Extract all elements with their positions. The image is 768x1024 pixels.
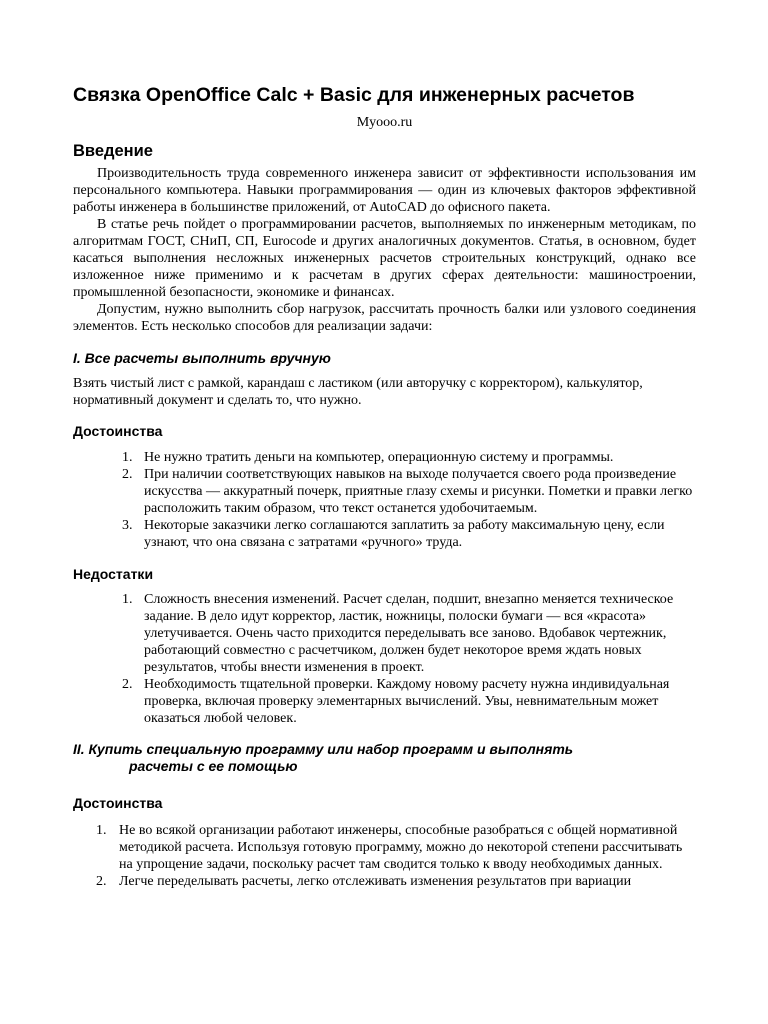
list-item-text: Некоторые заказчики легко соглашаются заплатить за работу максимальную цену, если узнают, что она связана с затратами «ручного» труда. (144, 518, 665, 550)
list-item-number: 2. (122, 677, 133, 692)
list-item-text: Легче переделывать расчеты, легко отслеживать изменения результатов при вариации (119, 874, 632, 889)
list-item (73, 676, 696, 727)
intro-paragraph-1: Производительность труда современного инженера зависит от эффективности использования им персонального компьютера. Навыки программирования — один из ключевых факторов эффективной работы инженера в большинстве приложений, от AutoCAD до офисного пакета. (73, 166, 696, 215)
list-item-number: 1. (122, 592, 133, 607)
intro-paragraph-3: Допустим, нужно выполнить сбор нагрузок, рассчитать прочность балки или узлового соединения элементов. Есть несколько способов для реализации задачи: (73, 302, 696, 334)
list-item (73, 822, 696, 873)
section2-pros-heading: Достоинства (73, 795, 163, 811)
intro-paragraph-2: В статье речь пойдет о программировании расчетов, выполняемых по инженерным методикам, по алгоритмам ГОСТ, СНиП, СП, Eurocode и других аналогичных документов. Статья, в основном, будет касаться выполнения несложных инженерных расчетов строительных конструкций, однако все изложенное ниже применимо и к расчетам в других сферах деятельности: машиностроении, промышленной безопасности, экономике и финансах. (73, 217, 696, 300)
list-item-text: Сложность внесения изменений. Расчет сделан, подшит, внезапно меняется техническое задание. В дело идут корректор, ластик, ножницы, полоски бумаги — вся «красота» улетучивается. Очень часто приходится переделывать все заново. Вдобавок чертежник, работающий совместно с расчетчиком, должен будет некоторое время ждать новых результатов, чтобы внести изменения в проект. (144, 592, 674, 675)
document-title: Связка OpenOffice Calc + Basic для инженерных расчетов (73, 84, 635, 106)
list-item-text: При наличии соответствующих навыков на выходе получается своего рода произведение искусства — аккуратный почерк, приятные глазу схемы и рисунки. Пометки и правки легко расположить таким образом, что текст останется удобочитаемым. (144, 467, 693, 516)
list-item-number: 3. (122, 518, 133, 533)
list-item-text: Не нужно тратить деньги на компьютер, операционную систему и программы. (144, 450, 614, 465)
list-item-number: 1. (96, 823, 107, 838)
list-item (73, 449, 696, 466)
section2-heading-line2: расчеты с ее помощью (129, 758, 298, 774)
list-item-number: 2. (122, 467, 133, 482)
list-item (73, 466, 696, 517)
section1-pros-heading: Достоинства (73, 423, 163, 439)
list-item (73, 591, 696, 676)
section1-pros-list (73, 449, 696, 551)
section1-cons-list (73, 591, 696, 727)
list-item-text: Не во всякой организации работают инженеры, способные разобраться с общей нормативной методикой расчета. Используя готовую программу, можно до некоторой степени рассчитывать на упрощение задачи, поскольку расчет там сводится только к вводу необходимых данных. (119, 823, 683, 872)
list-item-text: Необходимость тщательной проверки. Каждому новому расчету нужна индивидуальная проверка, включая проверку элементарных вычислений. Увы, невнимательным может оказаться любой человек. (144, 677, 670, 726)
section1-heading: I. Все расчеты выполнить вручную (73, 350, 331, 366)
intro-heading: Введение (73, 142, 153, 160)
document-subtitle: Myooo.ru (356, 115, 413, 130)
list-item-number: 2. (96, 874, 107, 889)
section2-pros-list (73, 822, 696, 890)
section1-text: Взять чистый лист с рамкой, карандаш с ластиком (или авторучку с корректором), калькулятор, нормативный документ и сделать то, что нужно. (73, 376, 643, 408)
list-item (73, 873, 696, 890)
list-item (73, 517, 696, 551)
section2-heading-line1: II. Купить специальную программу или набор программ и выполнять (73, 741, 574, 757)
list-item-number: 1. (122, 450, 133, 465)
section1-cons-heading: Недостатки (73, 566, 154, 582)
